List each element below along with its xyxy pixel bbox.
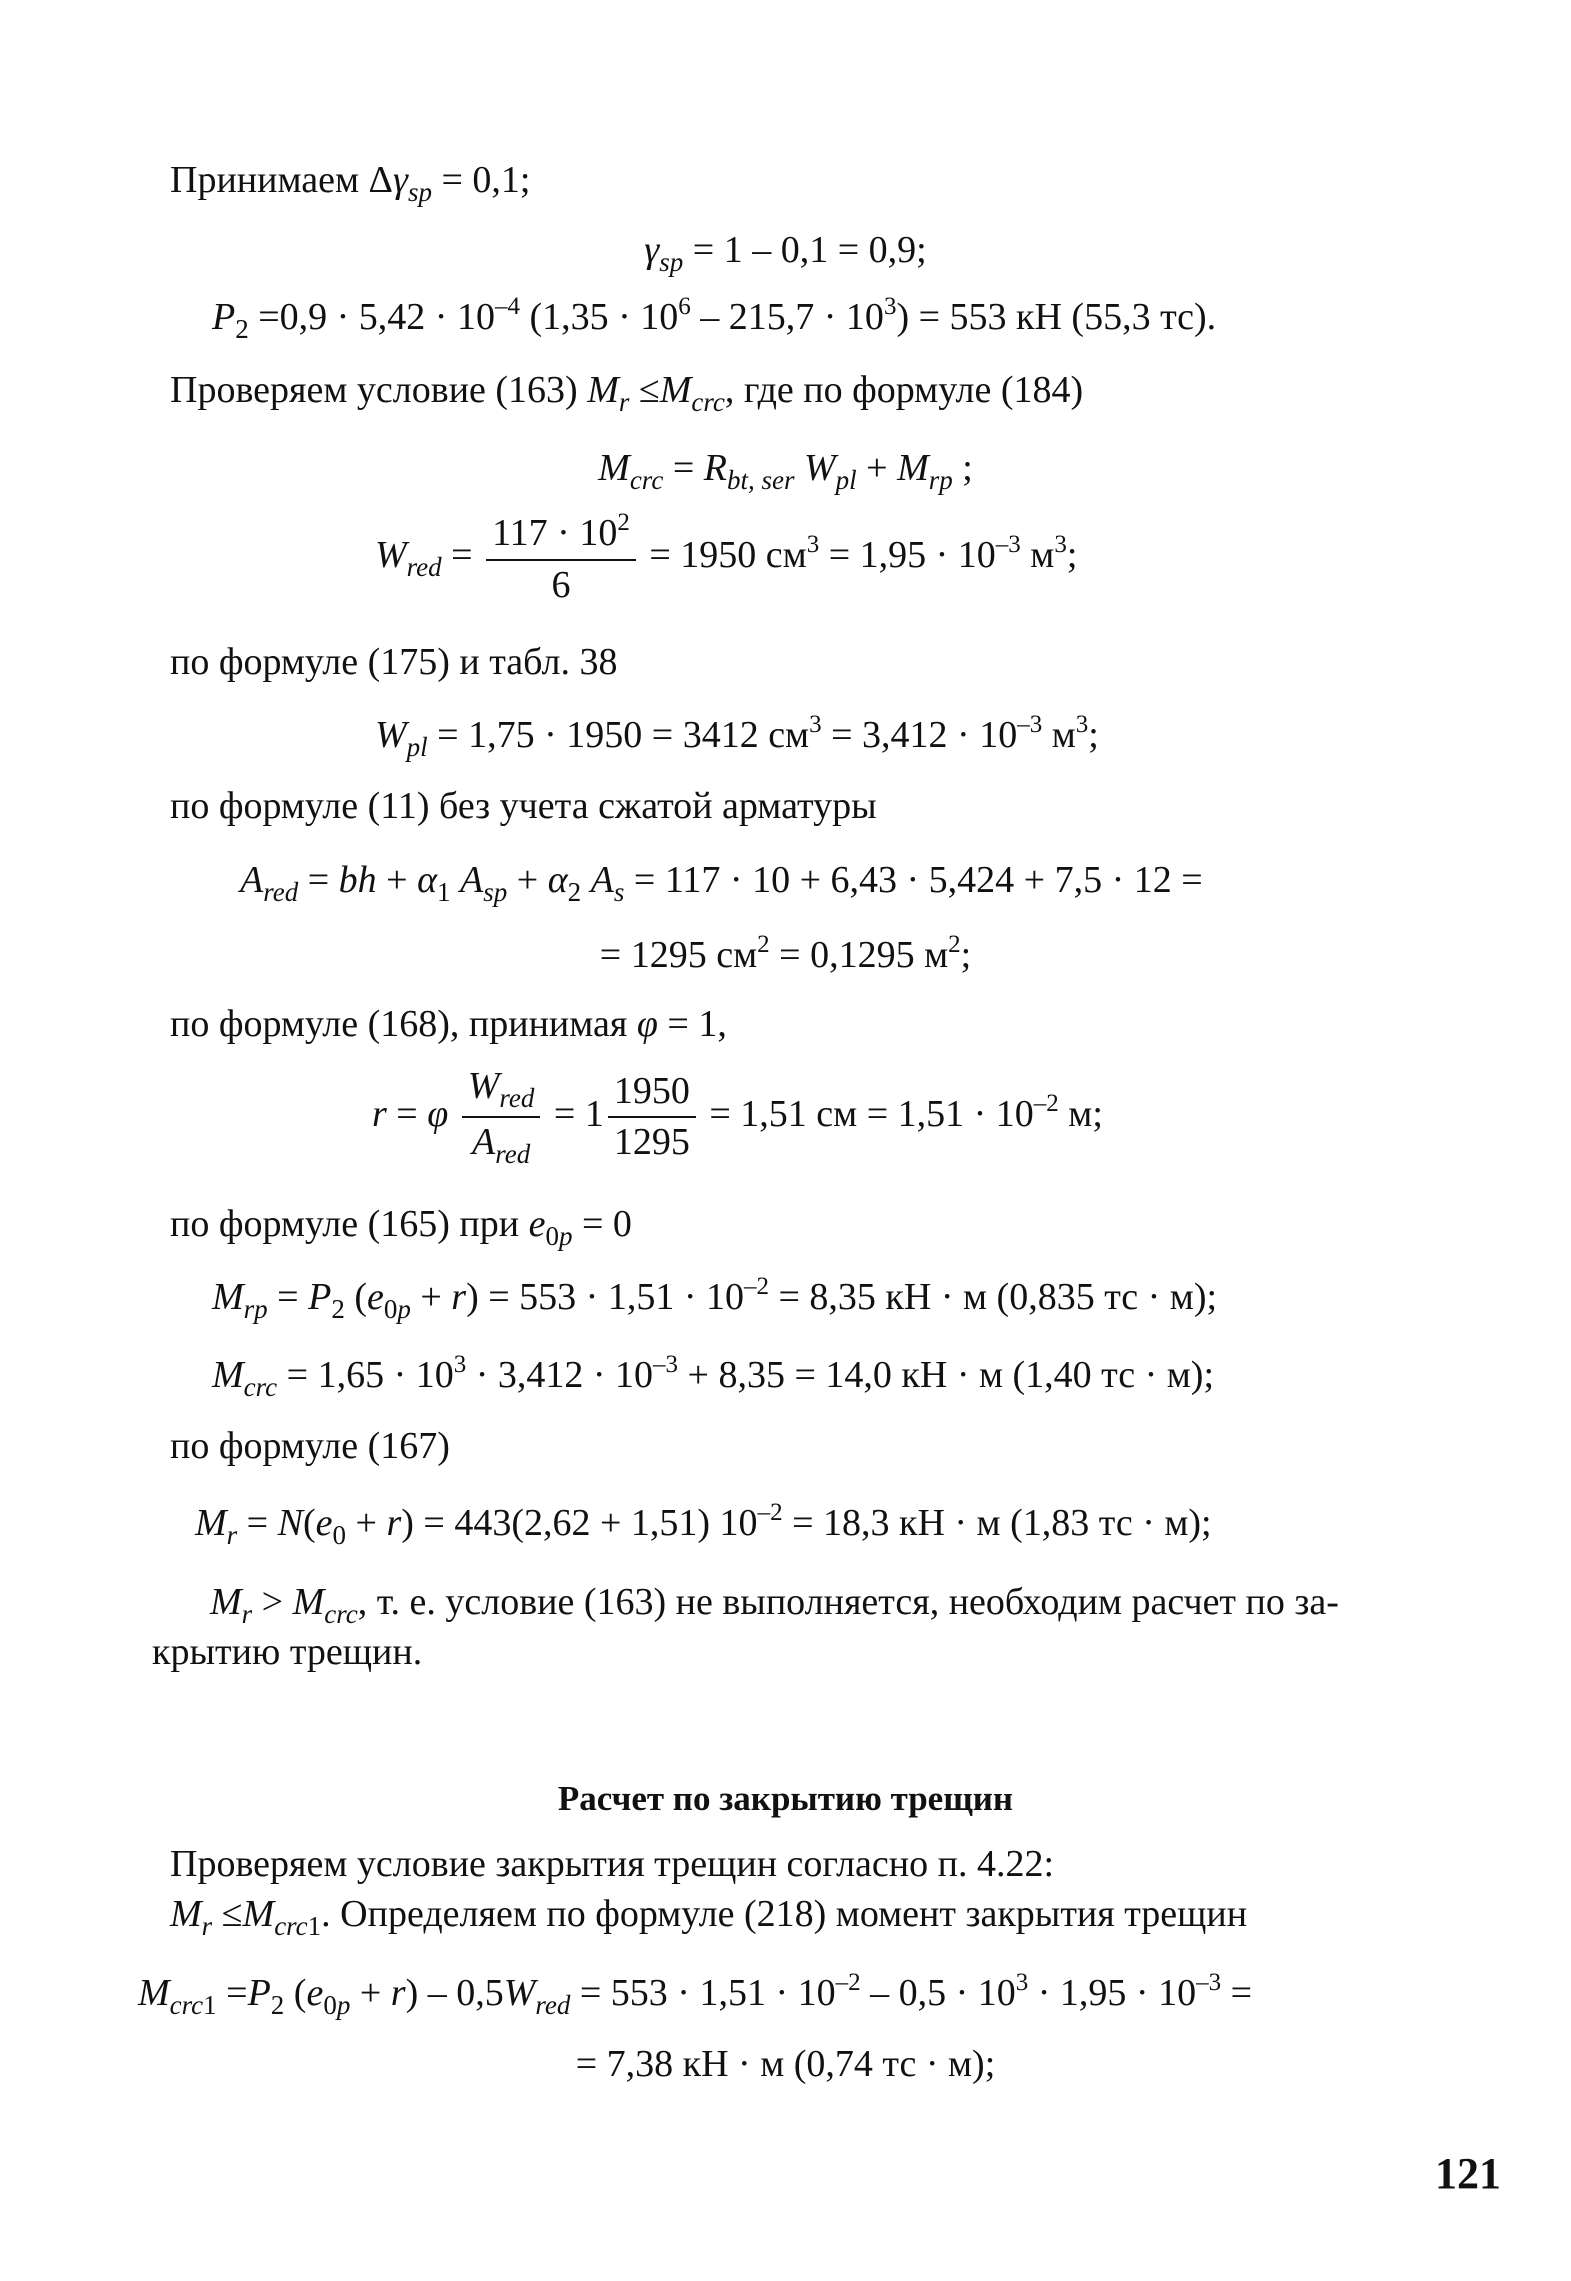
formula-r: r = φ $\frac{W_{red}}{A_{red}}$ = 1 $\frac{1950}{1295}$ = 1,51 см = $1,51 \cdot 10^{-2}$ м; xyxy=(372,1065,1103,1170)
formula-ared: $A_{red}$ = bh + $\alpha_1$ $A_{sp} + \alpha_2$ $A_s = 117 \cdot 10 + 6,43 \cdot 5,424 + 7,5 \cdot 12$ = xyxy=(240,859,1203,907)
text-formula-168: по формуле (168), принимая φ = 1, xyxy=(170,1003,727,1045)
formula-p2: $P_2 =0,9 \cdot 5,42 \cdot 10^{-4}$ $(1,35 \cdot 10^6 - 215,7 \cdot 10^3) = 553$ кН (55,3 тс). xyxy=(212,293,1217,344)
page-number: 121 xyxy=(1435,2149,1501,2198)
formula-mcrc1: $M_{crc1} =P_2$ $(e_{0p} + r) - 0,5W_{red} = 553 \cdot 1,51 \cdot 10^{-2} - 0,5 \cdot 10^3 \cdot 1,95 \cdot 10^{-3}$ = xyxy=(138,1969,1253,2020)
text-formula-175: по формуле (175) и табл. 38 xyxy=(170,641,618,683)
text-conclusion-line-1: $M_r > M_{crc}$, т. е. условие (163) не выполняется, необходим расчет по за- xyxy=(210,1581,1339,1629)
formula-mcrc: $M_{crc} = R_{bt, ser}$ $W_{pl} + M_{rp}$ ; xyxy=(598,447,973,495)
formula-mcrc1-result: = 7,38 кН · м (0,74 тс · м); xyxy=(575,2043,996,2085)
text-formula-11: по формуле (11) без учета сжатой арматуры xyxy=(170,785,877,827)
text-check-closure: Проверяем условие закрытия трещин согласно п. 4.22: xyxy=(170,1843,1055,1885)
formula-gamma-sp: $\gamma_{sp} = 1 - 0,1 = 0,9$; xyxy=(644,229,927,277)
text-formula-167: по формуле (167) xyxy=(170,1425,450,1467)
formula-mrp: $M_{rp} = P_2$ $(e_{0p} + r) = 553 \cdot 1,51 \cdot 10^{-2} = 8,35$ кН · м (0,835 тс · м); xyxy=(212,1273,1218,1324)
text-closure-moment: $M_r \le M_{crc1}$. Определяем по формуле (218) момент закрытия трещин xyxy=(170,1893,1248,1941)
text-conclusion-line-2: крытию трещин. xyxy=(152,1631,423,1673)
formula-mr: $M_r = N(e_0 + r) = 443(2,62 + 1,51) 10^{-2} = 18,3$ кН · м (1,83 тс · м); xyxy=(195,1499,1212,1550)
formula-ared-result: = 1295 $см^2 = 0,1295$ $м^2$; xyxy=(599,931,972,976)
text-check-condition: Проверяем условие (163) $M_r \le M_{crc}$, где по формуле (184) xyxy=(170,369,1084,417)
formula-wred: $W_{red}$ = $\frac{117 \cdot 10^2}{6}$ = 1950 $см^3 = 1,95 \cdot 10^{-3}$ $м^3$; xyxy=(375,509,1078,606)
text-line-1: Принимаем $\Delta\gamma_{sp} = 0,1$; xyxy=(170,159,531,207)
text-formula-165: по формуле (165) при $e_{0p} = 0$ xyxy=(170,1203,632,1251)
section-heading: Расчет по закрытию трещин xyxy=(557,1779,1014,1818)
formula-mcrc-value: $M_{crc} = 1,65 \cdot 10^3 \cdot 3,412 \cdot 10^{-3} + 8,35 = 14,0$ кН · м (1,40 тс · м); xyxy=(212,1351,1215,1402)
formula-wpl: $W_{pl} = 1,75 \cdot 1950 = 3412$ $см^3 = 3,412 \cdot 10^{-3}$ $м^3$; xyxy=(375,711,1099,762)
